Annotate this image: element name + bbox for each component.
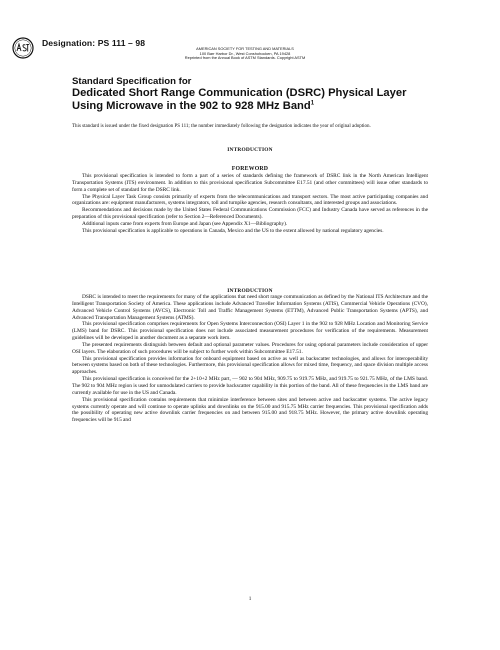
designation: Designation: PS 111 – 98 — [42, 38, 146, 48]
society-name: AMERICAN SOCIETY FOR TESTING AND MATERIALS — [196, 46, 294, 51]
foreword-text — [72, 173, 428, 235]
foreword-heading: FOREWORD — [231, 166, 269, 172]
paragraph: The presented requirements distinguish between default and optional parameter values. Procedures for using optional parameters include consideration of upper OSI layers. The elaboration of such procedures will be subject to further work within Subcommittee E17.51. — [72, 341, 428, 355]
reprint-notice: Reprinted from the Annual Book of ASTM Standards. Copyright ASTM — [184, 55, 306, 61]
paragraph: This provisional specification is conceived for the 2+10+2 MHz part, — 902 to 904 MHz, 909.75 to 919.75 MHz, and 919.75 to 921.75 MHz, of the LMS band. The 902 to 904 MHz region is used for unmodulated carriers to provide backscatter capability in this portion of the band. All of these frequencies in the LMS band are currently available for use in the US and Canada. — [72, 376, 428, 396]
paragraph: This provisional specification contains requirements that minimize interference between sites and between active and backscatter systems. The active legacy systems currently operate and will continue to operate uplinks and downlinks on the 915.00 and 915.75 MHz carrier frequencies. This provisional specification adds the possibility of operating new active downlink carrier frequencies on and between 915.00 and 918.75 MHz. However, the primary active downlink operating frequencies will be 915 and — [72, 396, 428, 424]
title-kicker: Standard Specification for — [72, 76, 192, 87]
society-info — [150, 47, 340, 61]
title-main — [72, 87, 432, 112]
introduction-text — [72, 294, 428, 424]
paragraph: This provisional specification is intended to form a part of a series of standards defining the framework of DSRC link in the North American Intelligent Transportation Systems (ITS) environment. In addition to this provisional specification Subcommittee E17.51 (and other committees) will issue other standards to form a complete set of standard for the DSRC link. — [72, 173, 428, 193]
paragraph: DSRC is intended to meet the requirements for many of the applications that need short range communication as defined by the National ITS Architecture and the Intelligent Transportation Society of America. These applications include Advanced Traveller Information Systems (ATIS), Commercial Vehicle Operations (CVO), Advanced Vehicle Control Systems (AVCS), Electronic Toll and Traffic Management Systems (ETTM), Advanced Public Transportation Systems (APTS), and Advanced Transportation Management Systems (ATMS). — [72, 294, 428, 321]
title-footnote-marker: 1 — [310, 99, 315, 106]
page-number: 1 — [248, 596, 252, 602]
issued-note: This standard is issued under the fixed designation PS 111; the number immediately following the designation indicates the year of original adoption. — [72, 124, 371, 129]
paragraph: This provisional specification comprises requirements for Open Systems Interconnection (OSI) Layer 1 in the 902 to 928 MHz Location and Monitoring Service (LMS) band for DSRC. This provisional specification does not include associated measurement procedures for verification of the requirements. Measurement guidelines will be developed in another document as a separate work item. — [72, 321, 428, 342]
paragraph: Additional inputs came from experts from Europe and Japan (see Appendix X1—Bibliography). — [82, 220, 288, 227]
paragraph: Recommendations and decisions made by the United States Federal Communications Commission (FCC) and Industry Canada have served as references in the preparation of this provisional specification (refer to Section 2—Referenced Documents). — [72, 207, 428, 221]
title-main-text: Dedicated Short Range Communication (DSRC) Physical Layer Using Microwave in the 902 to 928 MHz Band — [72, 87, 407, 112]
paragraph: The Physical Layer Task Group consists primarily of experts from the telecommunications and transport sectors. The most active participating companies and organizations are: equipment manufacturers, systems integrators, toll and turnpike agencies, research consultants, and interested groups and associations. — [72, 193, 428, 207]
introduction-heading: INTRODUCTION — [227, 147, 273, 153]
society-address: 100 Barr Harbor Dr., West Conshohocken, PA 19428 — [199, 50, 291, 56]
paragraph: This provisional specification is applicable to operations in Canada, Mexico and the US to the extent allowed by national regulatory agencies. — [82, 227, 384, 234]
astm-logo-icon — [12, 37, 34, 59]
paragraph: This provisional specification provides information for onboard equipment based on active as well as backscatter technologies, and allows for interoperability between systems based on both of these technologies. Furthermore, this provisional specification allows for mixed time, frequency, and space division multiple access approaches. — [72, 355, 428, 376]
document-title — [72, 76, 432, 112]
introduction-section-heading: INTRODUCTION — [227, 288, 273, 294]
